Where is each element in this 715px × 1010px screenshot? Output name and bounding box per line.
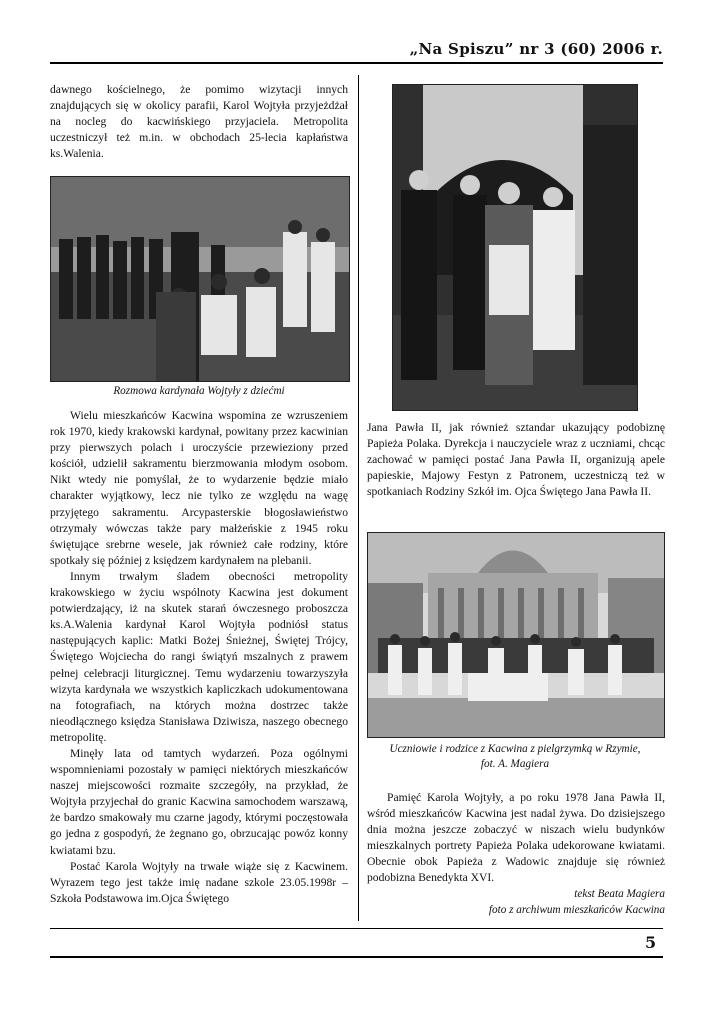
article-credits	[367, 886, 665, 918]
page-number: 5	[645, 933, 657, 952]
photo-pilgrimage-rome	[367, 532, 665, 738]
right-closing-block	[367, 790, 665, 887]
paragraph-continuation: Jana Pawła II, jak również sztandar ukazujący podobiznę Papieża Polaka. Dyrekcja i nauczyciele wraz z uczniami, chcąc zachować w pamięci postać Jana Pawła II, organizują apele papieskie, Majowy Festyn z Patronem, uczestniczą też w spotkaniach Rodziny Szkół im. Ojca Świętego Jana Pawła II.	[367, 421, 665, 499]
paragraph-closing: Pamięć Karola Wojtyły, a po roku 1978 Jana Pawła II, wśród mieszkańców Kacwina jest nadal żywa. Do dzisiejszego dnia można jeszcze zobaczyć w niszach wielu budynków mieszkalnych portrety Papieża Polaka udekorowane kwiatami. Obecnie obok Papieża z Wadowic znajduje się również podobizna Benedykta XVI.	[367, 791, 665, 885]
caption-pilgrimage-line2: fot. A. Magiera	[480, 758, 550, 770]
paragraph-memories: Minęły lata od tamtych wydarzeń. Poza ogólnymi wspomnieniami pozostały w pamięci niektórych mieszkańców naszej miejscowości rozmaite szczegóły, na przykład, że Wojtyła przyjechał do granic Kacwina samochodem warszawą, że bardzo smakowały mu czarne jagody, którymi poczęstowała go jedna z gospodyń, że żegnano go, obrzucając powóz konny kwiatami bzu.	[50, 746, 348, 857]
paragraph-chapels-document: Innym trwałym śladem obecności metropolity krakowskiego w życiu wspólnoty Kacwina jest dokument potwierdzający, iż na skutek starań ówczesnego proboszcza ks.A.Walenia kardynał Karol Wojtyła podniósł status następujących kaplic: Matki Bożej Śnieżnej, Świętej Trójcy, Świętego Wojciecha do rangi świątyń mszalnych z prawem pełnej celebracji liturgicznej. Temu wydarzeniu towarzyszyła wizyta kardynała we wszystkich kapliczkach udokumentowana na fotografiach, na których można dostrzec także nieodłącznego księdza Stanisława Dziwisza, naszego obecnego metropolitę.	[50, 569, 348, 744]
credit-photo-source: foto z archiwum mieszkańców Kacwina	[488, 904, 665, 916]
photo-cardinal-with-children	[50, 176, 350, 382]
left-body-block	[50, 408, 348, 907]
right-continuation-block	[367, 420, 665, 500]
header-rule	[50, 62, 663, 64]
caption-pilgrimage-line1: Uczniowie i rodzice z Kacwina z pielgrzymką w Rzymie,	[389, 743, 641, 755]
photo-cardinal-at-chapel-image	[393, 85, 637, 410]
credit-text-author: tekst Beata Magiera	[574, 888, 665, 900]
paragraph-1970-confirmation: Wielu mieszkańców Kacwina wspomina ze wzruszeniem rok 1970, kiedy krakowski kardynał, powitany przez kacwinian przy pierwszych polach i uroczyście przewieziony przed kościół, udzielił sakramentu bierzmowania młodym osobom. Nikt wtedy nie pomyślał, że to wydarzenie będzie miało charakter wyjątkowy, lecz nie tylko ze względu na wagę przyjętego sakramentu. Arcypasterskie błogosławieństwo otrzymały wówczas także pary małżeńskie z 1945 roku świętujące srebrne wesele, jak również całe rodziny, które spotkały się później z księdzem kardynałem na plebanii.	[50, 409, 348, 567]
footer-rule-bottom	[50, 956, 663, 958]
left-intro-block	[50, 82, 348, 162]
footer-rule-top	[50, 928, 663, 929]
caption-pilgrimage	[367, 742, 663, 772]
photo-pilgrimage-rome-image	[368, 533, 664, 737]
paragraph-school-name: Postać Karola Wojtyły na trwałe wiąże się z Kacwinem. Wyrazem tego jest także imię nadane szkole 23.05.1998r – Szkoła Podstawowa im.Ojca Świętego	[50, 859, 348, 905]
photo-cardinal-with-children-image	[51, 177, 349, 381]
photo-cardinal-at-chapel	[392, 84, 638, 411]
magazine-title: „Na Spiszu” nr 3 (60) 2006 r.	[409, 40, 663, 58]
caption-cardinal-with-children: Rozmowa kardynała Wojtyły z dziećmi	[113, 385, 285, 397]
intro-paragraph: dawnego kościelnego, że pomimo wizytacji innych znajdujących się w okolicy parafii, Karol Wojtyła przyjeżdżał na nocleg do kacwińskiego przyjaciela. Metropolita uczestniczył też m.in. w obchodach 25-lecia kapłaństwa ks.Walenia.	[50, 83, 348, 161]
column-divider	[358, 75, 359, 921]
